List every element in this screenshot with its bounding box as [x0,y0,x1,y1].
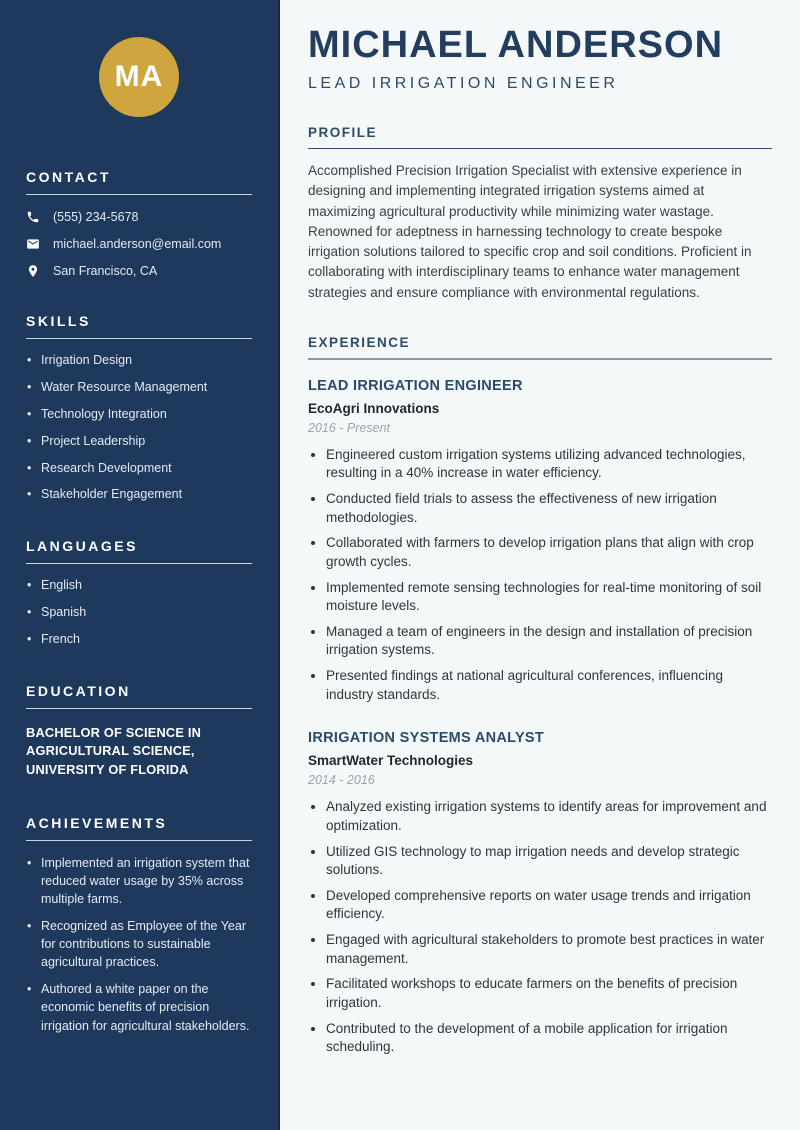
job-bullet: • Presented findings at national agricultural conferences, influencing industry standards. [326,667,772,704]
job-entry-2 [308,730,772,1057]
language-item: • French [26,631,252,648]
skill-item: • Stakeholder Engagement [26,486,252,503]
language-item: • English [26,577,252,594]
skill-item: • Irrigation Design [26,352,252,369]
profile-section [308,125,772,303]
job-bullet-list [308,798,772,1057]
main-content [280,0,800,1130]
candidate-title: LEAD IRRIGATION ENGINEER [308,75,619,92]
skill-item: • Water Resource Management [26,379,252,396]
achievements-section-title: ACHIEVEMENTS [26,815,252,841]
job-bullet: • Implemented remote sensing technologies for real-time monitoring of soil moisture levels. [326,579,772,616]
languages-section [26,538,252,648]
job-bullet: • Analyzed existing irrigation systems to identify areas for improvement and optimization. [326,798,772,835]
skill-item: • Project Leadership [26,433,252,450]
job-bullet: • Managed a team of engineers in the design and installation of precision irrigation systems. [326,623,772,660]
skills-section-title: SKILLS [26,313,252,339]
education-section-title: EDUCATION [26,683,252,709]
job-bullet: • Facilitated workshops to educate farmers on the benefits of precision irrigation. [326,975,772,1012]
achievement-item: • Implemented an irrigation system that reduced water usage by 35% across multiple farms. [26,854,252,908]
job-dates: 2016 - Present [308,420,390,435]
email-icon [26,237,40,251]
achievements-list [26,854,252,1035]
sidebar [0,0,280,1130]
location-value: San Francisco, CA [53,264,158,278]
phone-icon [26,210,40,224]
job-bullet: • Developed comprehensive reports on water usage trends and irrigation efficiency. [326,887,772,924]
job-company: SmartWater Technologies [308,753,474,769]
job-company: EcoAgri Innovations [308,400,440,416]
job-role: IRRIGATION SYSTEMS ANALYST [308,730,545,747]
contact-item-phone [26,210,252,224]
contact-section-title: CONTACT [26,169,252,195]
achievement-item: • Recognized as Employee of the Year for contributions to sustainable agricultural practices. [26,917,252,971]
education-section [26,683,252,780]
skills-list [26,352,252,503]
phone-value: (555) 234-5678 [53,210,139,224]
experience-section-title: EXPERIENCE [308,335,772,360]
contact-list [26,210,252,278]
job-entry-1 [308,378,772,705]
job-bullet: • Engaged with agricultural stakeholders to promote best practices in water management. [326,931,772,968]
job-bullet: • Contributed to the development of a mobile application for irrigation scheduling. [326,1020,772,1057]
languages-section-title: LANGUAGES [26,538,252,564]
location-pin-icon [26,264,40,278]
avatar-initials: MA [114,60,164,93]
education-degree: BACHELOR OF SCIENCE IN AGRICULTURAL SCIENCE, UNIVERSITY OF FLORIDA [26,724,202,777]
job-dates: 2014 - 2016 [308,773,375,788]
candidate-name: MICHAEL ANDERSON [308,24,724,66]
skill-item: • Technology Integration [26,406,252,423]
job-bullet-list [308,446,772,705]
skills-section [26,313,252,503]
profile-section-title: PROFILE [308,125,772,149]
contact-item-location [26,264,252,278]
avatar [99,37,179,117]
job-bullet: • Engineered custom irrigation systems utilizing advanced technologies, resulting in a 40% increase in water efficiency. [326,446,772,483]
job-bullet: • Collaborated with farmers to develop irrigation plans that align with crop growth cycles. [326,534,772,571]
achievements-section [26,815,252,1035]
job-bullet: • Utilized GIS technology to map irrigation needs and develop strategic solutions. [326,843,772,880]
job-role: LEAD IRRIGATION ENGINEER [308,377,523,394]
contact-section [26,169,252,278]
language-item: • Spanish [26,604,252,621]
contact-item-email [26,237,252,251]
profile-text: Accomplished Precision Irrigation Specialist with extensive experience in designing and implementing integrated irrigation systems aimed at maximizing agricultural productivity while minimizing water wastage. Renowned for adeptness in harnessing technology to create bespoke irrigation solutions tailored to specific crop and soil conditions. Proficient in collaborating with interdisciplinary teams to enhance water management strategies and ensure compliance with environmental regulations. [308,163,752,300]
job-bullet: • Conducted field trials to assess the effectiveness of new irrigation methodologies. [326,490,772,527]
skill-item: • Research Development [26,460,252,477]
languages-list [26,577,252,648]
achievement-item: • Authored a white paper on the economic benefits of precision irrigation for agricultural stakeholders. [26,980,252,1034]
email-value: michael.anderson@email.com [53,237,222,251]
experience-section [308,335,772,1057]
